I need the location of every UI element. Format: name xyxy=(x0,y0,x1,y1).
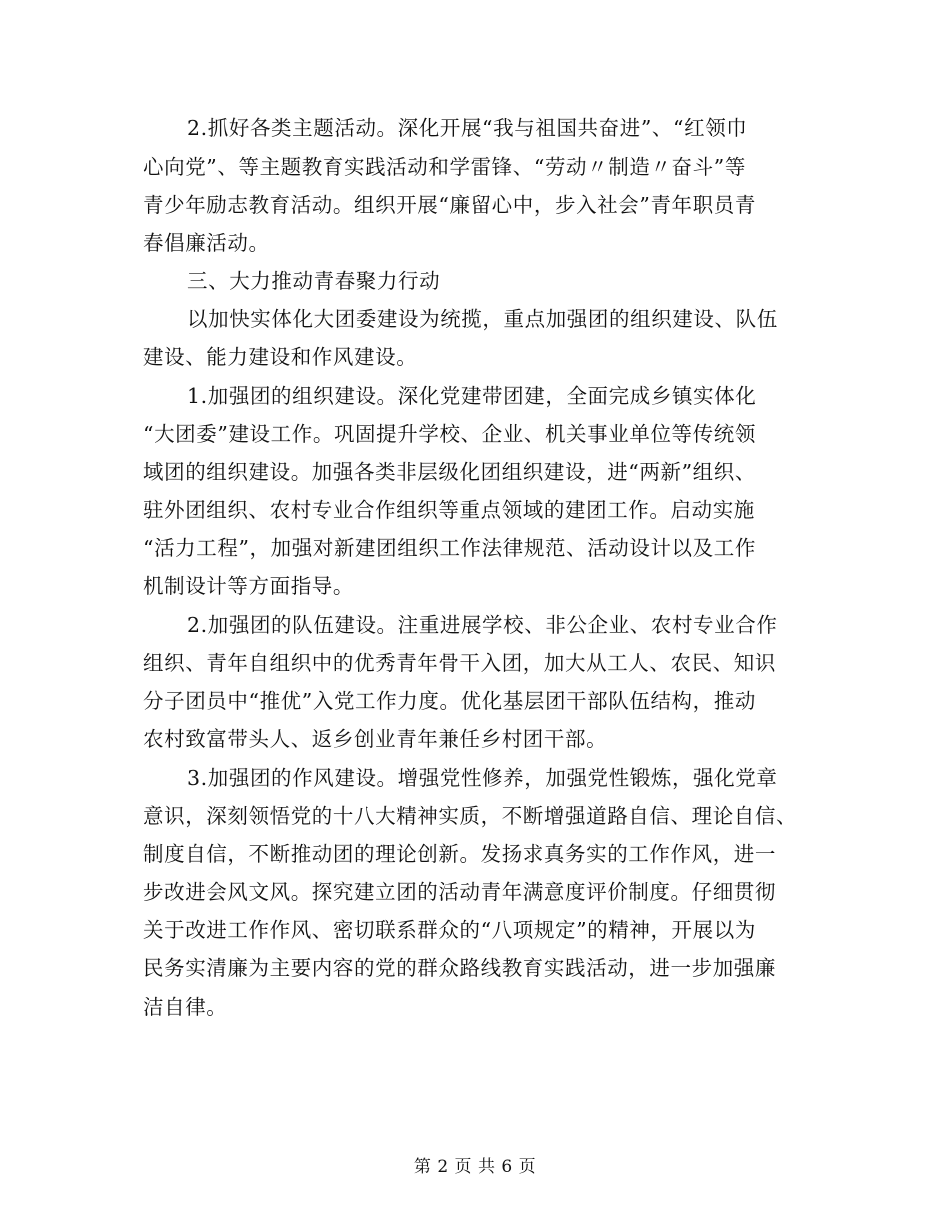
text-line: 步改进会风文风。探究建立团的活动青年满意度评价制度。仔细贯彻 xyxy=(143,880,776,904)
page-number-footer: 第 2 页 共 6 页 xyxy=(413,1157,537,1177)
text-line: 2.抓好各类主题活动。深化开展“我与祖国共奋进”、“红领巾 xyxy=(187,116,748,140)
text-line: 农村致富带头人、返乡创业青年兼任乡村团干部。 xyxy=(143,727,608,751)
text-line: 青少年励志教育活动。组织开展“廉留心中，步入社会”青年职员青 xyxy=(143,193,756,217)
text-line: 民务实清廉为主要内容的党的群众路线教育实践活动，进一步加强廉 xyxy=(143,956,776,980)
text-line: 以加快实体化大团委建设为统揽，重点加强团的组织建设、队伍 xyxy=(187,307,778,331)
text-line: 洁自律。 xyxy=(143,995,228,1019)
text-line: “活力工程”，加强对新建团组织工作法律规范、活动设计以及工作 xyxy=(143,536,756,560)
text-line: 心向党”、等主题教育实践活动和学雷锋、“劳动〃制造〃奋斗”等 xyxy=(143,155,746,179)
text-line: 机制设计等方面指导。 xyxy=(143,574,354,598)
text-line: 建设、能力建设和作风建设。 xyxy=(143,345,418,369)
text-line: 制度自信，不断推动团的理论创新。发扬求真务实的工作作风，进一 xyxy=(143,842,776,866)
text-line: 组织、青年自组织中的优秀青年骨干入团，加大从工人、农民、知识 xyxy=(143,651,776,675)
text-line: 3.加强团的作风建设。增强党性修养，加强党性锻炼，强化党章 xyxy=(187,766,778,790)
text-line: 域团的组织建设。加强各类非层级化团组织建设，进“两新”组织、 xyxy=(143,460,756,484)
text-line: 驻外团组织、农村专业合作组织等重点领域的建团工作。启动实施 xyxy=(143,498,755,522)
text-line: 2.加强团的队伍建设。注重进展学校、非公企业、农村专业合作 xyxy=(187,613,778,637)
text-line: 春倡廉活动。 xyxy=(143,231,270,255)
text-line: 1.加强团的组织建设。深化党建带团建，全面完成乡镇实体化 xyxy=(187,384,757,408)
text-line: 意识，深刻领悟党的十八大精神实质，不断增强道路自信、理论自信、 xyxy=(143,804,798,828)
text-line: 关于改进工作作风、密切联系群众的“八项规定”的精神，开展以为 xyxy=(143,918,756,942)
text-line: “大团委”建设工作。巩固提升学校、企业、机关事业单位等传统领 xyxy=(143,422,756,446)
section-heading: 三、大力推动青春聚力行动 xyxy=(187,269,441,293)
text-line: 分子团员中“推优”入党工作力度。优化基层团干部队伍结构，推动 xyxy=(143,689,756,713)
